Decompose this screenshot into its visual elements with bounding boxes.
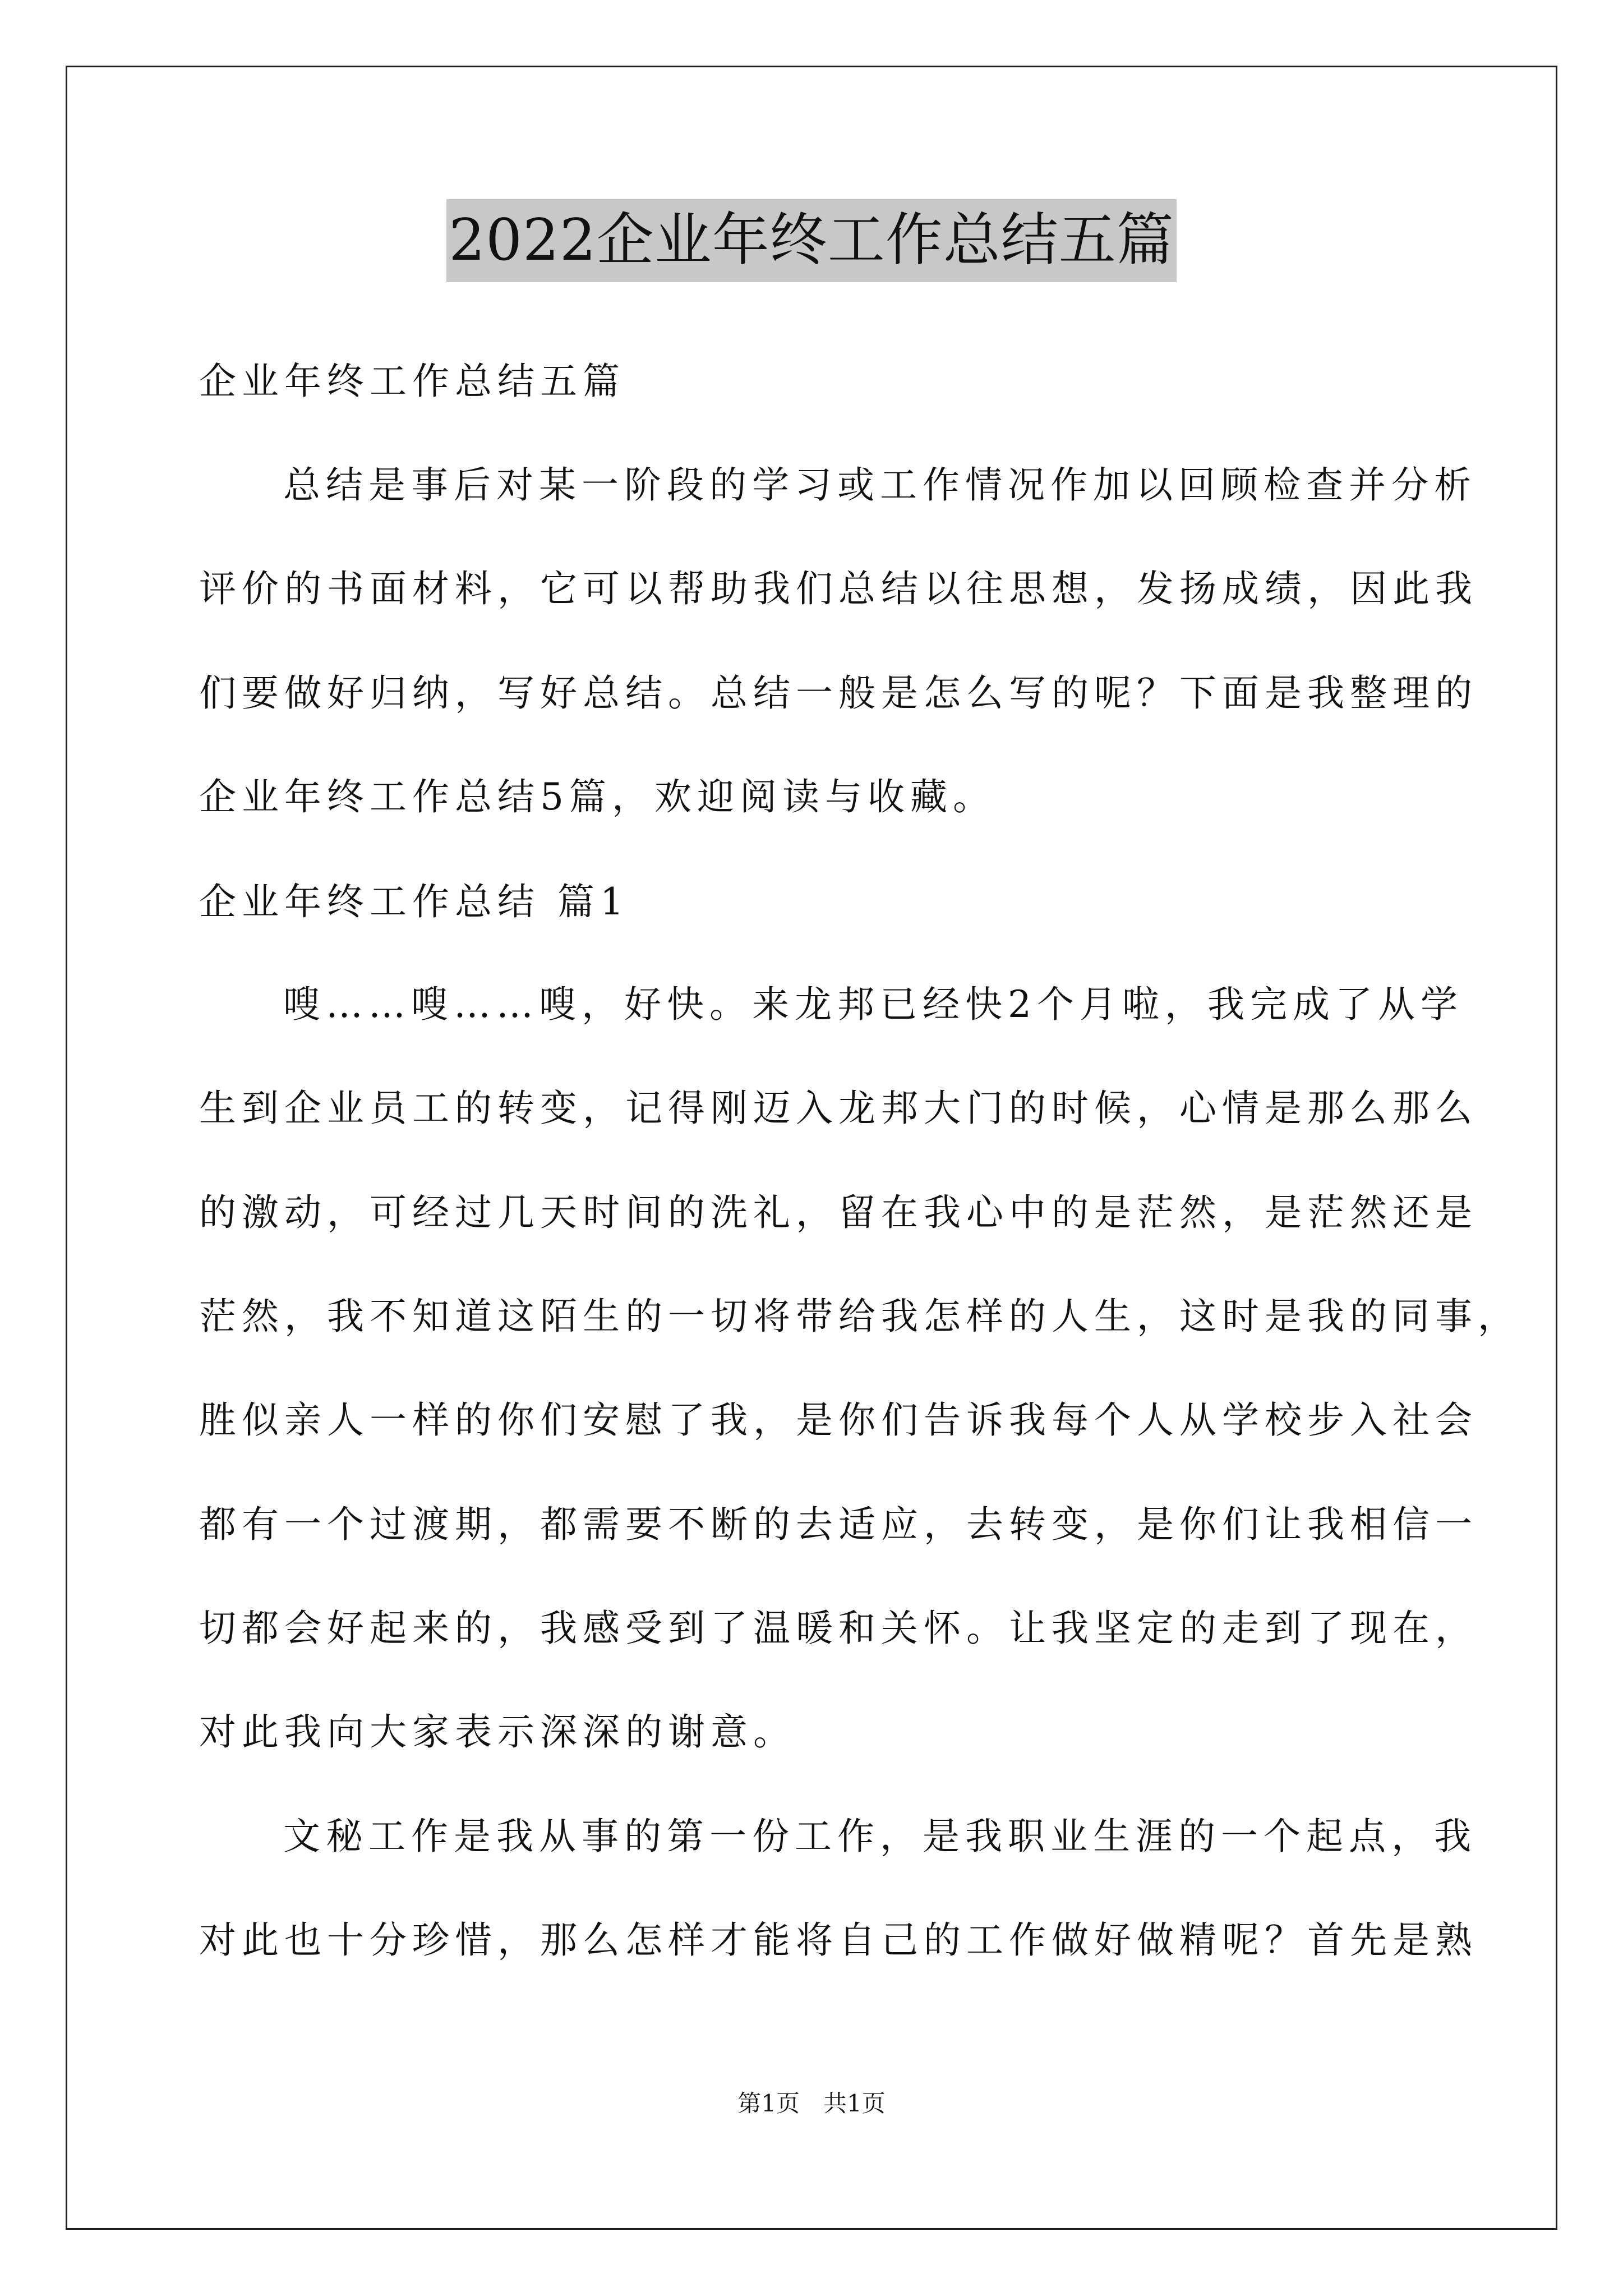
text-line: 茫然，我不知道这陌生的一切将带给我怎样的人生，这时是我的同事，	[199, 1295, 1520, 1338]
text-line: 文秘工作是我从事的第一份工作，是我职业生涯的一个起点，我	[283, 1815, 1477, 1858]
document-title: 2022企业年终工作总结五篇	[446, 199, 1177, 282]
text-line: 的激动，可经过几天时间的洗礼，留在我心中的是茫然，是茫然还是	[199, 1191, 1478, 1234]
text-line: 嗖……嗖……嗖，好快。来龙邦已经快2个月啦，我完成了从学	[283, 983, 1463, 1026]
text-line: 胜似亲人一样的你们安慰了我，是你们告诉我每个人从学校步入社会	[199, 1398, 1478, 1442]
text-line: 评价的书面材料，它可以帮助我们总结以往思想，发扬成绩，因此我	[199, 567, 1478, 610]
text-line: 生到企业员工的转变，记得刚迈入龙邦大门的时候，心情是那么那么	[199, 1087, 1478, 1130]
text-line: 对此也十分珍惜，那么怎样才能将自己的工作做好做精呢？首先是熟	[199, 1918, 1478, 1962]
section-heading: 企业年终工作总结 篇1	[199, 880, 629, 923]
text-line: 企业年终工作总结5篇，欢迎阅读与收藏。	[199, 775, 995, 818]
text-line: 对此我向大家表示深深的谢意。	[199, 1710, 796, 1754]
text-line: 总结是事后对某一阶段的学习或工作情况作加以回顾检查并分析	[283, 463, 1477, 507]
page-footer: 第1页 共1页	[737, 2090, 886, 2117]
subtitle-line: 企业年终工作总结五篇	[199, 360, 625, 403]
text-line: 们要做好归纳，写好总结。总结一般是怎么写的呢？下面是我整理的	[199, 671, 1478, 715]
text-line: 都有一个过渡期，都需要不断的去适应，去转变，是你们让我相信一	[199, 1503, 1478, 1546]
title-area	[0, 199, 1623, 282]
text-line: 切都会好起来的，我感受到了温暖和关怀。让我坚定的走到了现在，	[199, 1607, 1478, 1650]
